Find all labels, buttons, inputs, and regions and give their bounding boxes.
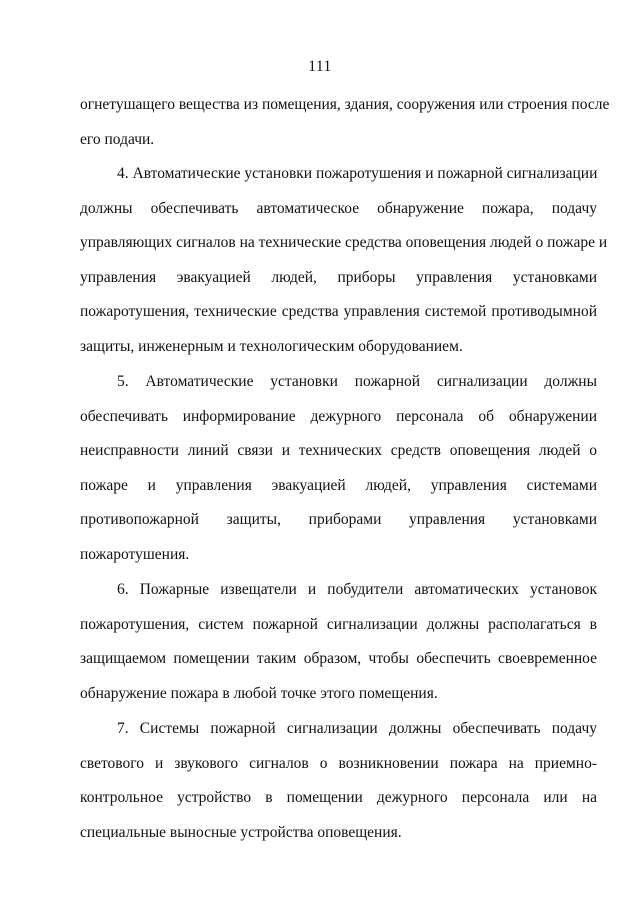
paragraph-continuation [80,88,610,157]
paragraph-line: противопожарной защиты, приборами управления установками [80,511,597,529]
paragraph-item-4 [80,157,608,365]
paragraph-line: пожаротушения. [80,545,190,563]
paragraph-line: контрольное устройство в помещении дежурного персонала или на [80,789,597,807]
paragraph-line: неисправности линий связи и технических средств оповещения людей о [80,442,597,460]
paragraph-line: специальные выносные устройства оповещения. [80,823,402,841]
paragraph-item-5 [80,365,597,573]
paragraph-line: пожаре и управления эвакуацией людей, управления системами [80,476,597,494]
paragraph-line: 4. Автоматические установки пожаротушения и пожарной сигнализации [117,165,598,182]
paragraph-line: светового и звукового сигналов о возникновении пожара на приемно- [80,754,597,772]
paragraph-line: управления эвакуацией людей, приборы управления установками [80,268,597,286]
paragraph-line: 5. Автоматические установки пожарной сигнализации должны [117,373,597,390]
paragraph-line: защищаемом помещении таким образом, чтобы обеспечить своевременное [80,650,597,668]
paragraph-line: огнетушащего вещества из помещения, здания, сооружения или строения после [80,96,610,113]
paragraph-line: обнаружение пожара в любой точке этого помещения. [80,684,438,702]
paragraph-line: 6. Пожарные извещатели и побудители автоматических установок [117,581,597,598]
paragraph-line: обеспечивать информирование дежурного персонала об обнаружении [80,407,597,425]
paragraph-line: пожаротушения, технические средства управления системой противодымной [80,303,597,321]
paragraph-line: защиты, инженерным и технологическим оборудованием. [80,337,463,355]
paragraph-line: его подачи. [80,130,155,148]
paragraph-item-7 [80,712,597,850]
paragraph-line: управляющих сигналов на технические средства оповещения людей о пожаре и [80,234,608,252]
paragraph-line: пожаротушения, систем пожарной сигнализации должны располагаться в [80,615,597,633]
page-number: 111 [308,58,332,75]
paragraph-item-6 [80,573,597,711]
paragraph-line: 7. Системы пожарной сигнализации должны обеспечивать подачу [117,720,597,737]
paragraph-line: должны обеспечивать автоматическое обнаружение пожара, подачу [80,199,597,217]
